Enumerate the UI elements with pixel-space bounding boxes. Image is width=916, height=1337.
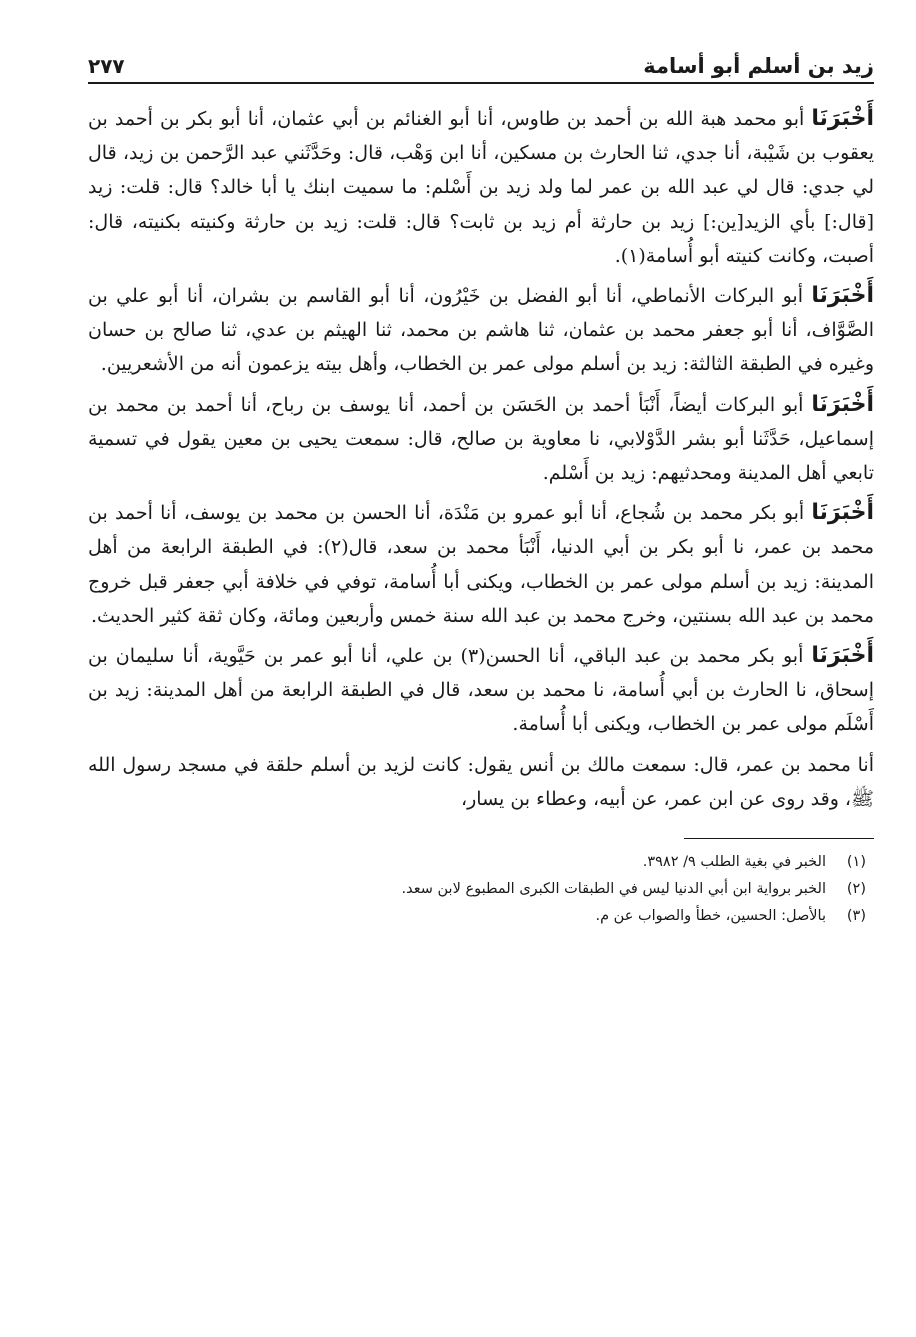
paragraph	[88, 388, 874, 491]
paragraph	[88, 496, 874, 633]
footnote	[88, 849, 866, 876]
paragraph-text: أبو بكر محمد بن عبد الباقي، أنا الحسن(٣) بن علي، أنا أبو عمر بن حَيَّوية، أنا سليمان بن إسحاق، نا الحارث بن أبي أُسامة، نا محمد بن سعد، قال في الطبقة الرابعة من أهل المدينة: زيد بن أَسْلَم مولى عمر بن الخطاب، ويكنى أبا أُسامة.	[88, 645, 874, 736]
footnotes	[88, 849, 874, 930]
paragraph-lead-word: أَخْبَرَنَا	[811, 283, 874, 309]
paragraph-text: أبو بكر محمد بن شُجاع، أنا أبو عمرو بن مَنْدَة، أنا الحسن بن محمد بن يوسف، أنا أحمد بن محمد بن عمر، نا أبو بكر بن أبي الدنيا، أَنْبَأ محمد بن سعد، قال(٢): في الطبقة الرابعة من أهل المدينة: زيد بن أسلم مولى عمر بن الخطاب، ويكنى أبا أُسامة، توفي في خلافة أبي جعفر قبل خروج محمد بن عبد الله بسنتين، وخرج محمد بن عبد الله سنة خمس وأربعين ومائة، وكان ثقة كثير الحديث.	[88, 502, 874, 627]
footnote-text: الخبر في بغية الطلب ٩/ ٣٩٨٢.	[642, 854, 826, 871]
paragraph-text: أبو محمد هبة الله بن أحمد بن طاوس، أنا أبو الغنائم بن أبي عثمان، أنا أبو بكر بن أحمد بن يعقوب بن شَيْبة، أنا جدي، ثنا الحارث بن مسكين، أنا ابن وَهْب، قال: وحَدَّثَني عبد الرَّحمن بن زيد، قال لي جدي: قال لي عبد الله بن عمر لما ولد زيد بن أَسْلم: ما سميت ابنك يا أبا خالد؟ قال: قلت: زيد [قال:] بأي الزيد[ين:] زيد بن حارثة أم زيد بن ثابت؟ قال: قلت: زيد بن حارثة وكنيته بكنيته، قال: أصبت، وكانت كنيته أبو أُسامة(١).	[88, 108, 874, 267]
paragraph-text: أبو البركات أيضاً، أَنْبَأ أحمد بن الحَسَن بن أحمد، أنا يوسف بن رباح، أنا أحمد بن محمد بن إسماعيل، حَدَّثَنا أبو بشر الدَّوْلابي، نا معاوية بن صالح، قال: سمعت يحيى بن معين يقول في تسمية تابعي أهل المدينة ومحدثيهم: زيد بن أَسْلم.	[88, 393, 874, 485]
paragraph-lead-word: أَخْبَرَنَا	[811, 500, 874, 526]
footnote-divider	[684, 838, 874, 839]
book-page	[88, 40, 874, 1310]
paragraph	[88, 279, 874, 382]
paragraph	[88, 748, 874, 816]
paragraph	[88, 102, 874, 273]
footnote-number: (١)	[846, 854, 866, 871]
paragraph-text: أبو البركات الأنماطي، أنا أبو الفضل بن خَيْرُون، أنا أبو القاسم بن بشران، أنا أبو علي بن الصَّوَّاف، أنا أبو جعفر محمد بن عثمان، ثنا هاشم بن محمد، ثنا الهيثم بن عدي، ثنا صالح بن حسان وغيره في الطبقة الثالثة: زيد بن أسلم مولى عمر بن الخطاب، وأهل بيته يزعمون أنه من الأشعريين.	[88, 285, 874, 376]
paragraph-lead-word: أَخْبَرَنَا	[811, 106, 874, 131]
footnote-text: الخبر برواية ابن أبي الدنيا ليس في الطبقات الكبرى المطبوع لابن سعد.	[401, 881, 826, 898]
footnote-text: بالأصل: الحسين، خطأ والصواب عن م.	[595, 908, 826, 925]
running-header	[88, 40, 874, 84]
footnote	[88, 903, 866, 930]
running-title: زيد بن أسلم أبو أسامة	[643, 54, 874, 78]
paragraph-lead-word: أَخْبَرَنَا	[811, 391, 874, 417]
footnote-number: (٢)	[846, 881, 866, 898]
main-text	[88, 102, 874, 816]
paragraph-text: أنا محمد بن عمر، قال: سمعت مالك بن أنس يقول: كانت لزيد بن أسلم حلقة في مسجد رسول الله ﷺ، وقد روى عن ابن عمر، عن أبيه، وعطاء بن يسار،	[88, 753, 874, 810]
footnote	[88, 876, 866, 903]
paragraph	[88, 639, 874, 742]
footnote-number: (٣)	[846, 908, 866, 925]
page-number: ٢٧٧	[88, 54, 125, 78]
paragraph-lead-word: أَخْبَرَنَا	[811, 643, 874, 669]
